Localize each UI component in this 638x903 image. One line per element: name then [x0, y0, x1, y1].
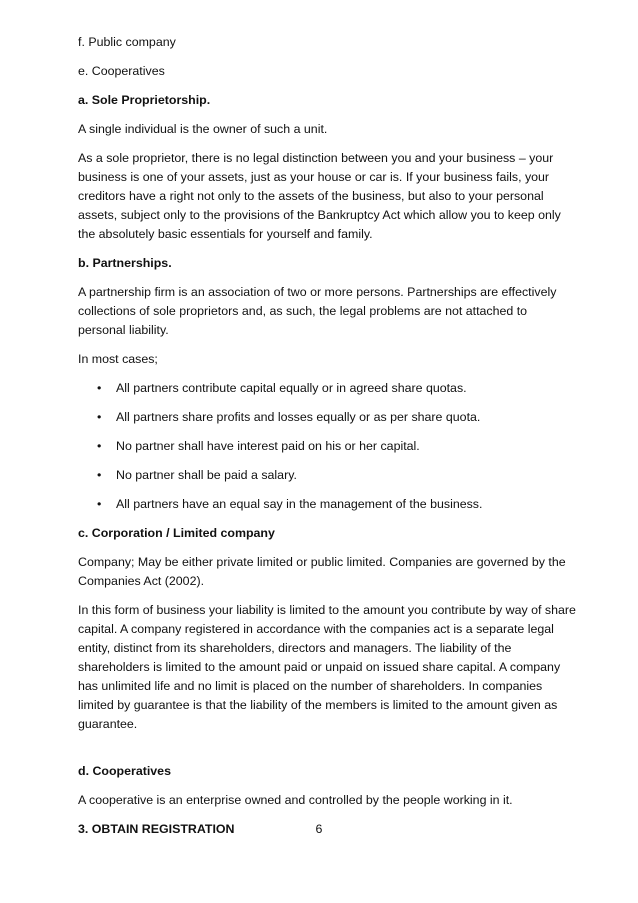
heading-obtain-registration: 3. OBTAIN REGISTRATION: [78, 822, 235, 836]
paragraph-sole-proprietor-liability: As a sole proprietor, there is no legal distinction between you and your business – your business is one of your assets, just as your house or car is. If your business fails, your creditors have a right not only to the assets of the business, but also to your personal assets, subject only to the provisions of the Bankruptcy Act which allow you to keep only the absolutely basic essentials for yourself and family.: [78, 151, 561, 241]
paragraph-company-types: Company; May be either private limited or public limited. Companies are governed by the Companies Act (2002).: [78, 555, 566, 588]
list-item-text: All partners have an equal say in the management of the business.: [116, 497, 483, 511]
bullet-icon: •: [97, 497, 102, 511]
list-item: [78, 437, 578, 456]
list-item: [78, 379, 578, 398]
paragraph-company-liability: In this form of business your liability is limited to the amount you contribute by way of share capital. A company registered in accordance with the companies act is a separate legal entity, distinct from its shareholders, directors and managers. The liability of the shareholders is limited to the amount paid or unpaid on issued share capital. A company has unlimited life and no limit is placed on the number of shareholders. In companies limited by guarantee is that the liability of the members is limited to the amount given as guarantee.: [78, 603, 576, 731]
bullet-icon: •: [97, 410, 102, 424]
list-item-text: No partner shall have interest paid on his or her capital.: [116, 439, 420, 453]
paragraph-in-most-cases: In most cases;: [78, 352, 158, 366]
bullet-icon: •: [97, 381, 102, 395]
page-number: 6: [315, 822, 323, 836]
heading-sole-proprietorship: a. Sole Proprietorship.: [78, 93, 211, 107]
bullet-icon: •: [97, 439, 102, 453]
bullet-icon: •: [97, 468, 102, 482]
heading-corporation-limited-company: c. Corporation / Limited company: [78, 526, 275, 540]
list-item-text: All partners contribute capital equally or in agreed share quotas.: [116, 381, 467, 395]
partnership-bullet-list: [78, 379, 578, 514]
paragraph-partnership-definition: A partnership firm is an association of two or more persons. Partnerships are effectively collections of sole proprietors and, as such, the legal problems are not attached to personal liability.: [78, 285, 557, 337]
heading-partnerships: b. Partnerships.: [78, 256, 172, 270]
paragraph-sole-owner: A single individual is the owner of such a unit.: [78, 122, 328, 136]
list-item: [78, 466, 578, 485]
heading-cooperatives: d. Cooperatives: [78, 764, 171, 778]
line-public-company: f. Public company: [78, 35, 176, 49]
section-gap: [78, 744, 578, 762]
list-item-text: All partners share profits and losses equally or as per share quota.: [116, 410, 481, 424]
list-item: [78, 408, 578, 427]
list-item: [78, 495, 578, 514]
list-item-text: No partner shall be paid a salary.: [116, 468, 297, 482]
paragraph-cooperative-definition: A cooperative is an enterprise owned and controlled by the people working in it.: [78, 793, 513, 807]
line-cooperatives: e. Cooperatives: [78, 64, 165, 78]
